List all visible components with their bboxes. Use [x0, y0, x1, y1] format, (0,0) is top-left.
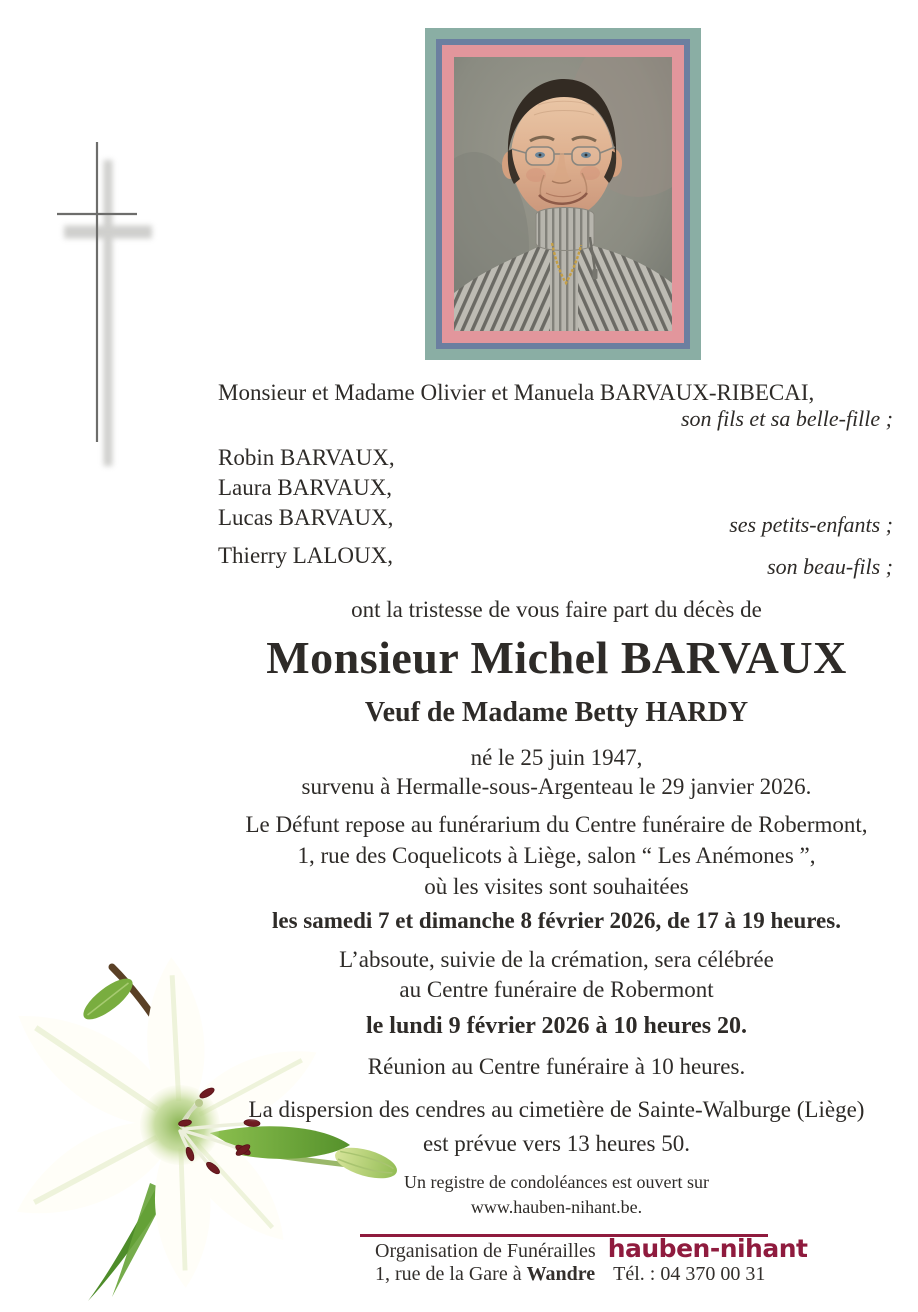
- deceased-name: Monsieur Michel BARVAUX: [266, 632, 847, 683]
- ceremony-date: le lundi 9 février 2026 à 10 heures 20.: [365, 1013, 748, 1039]
- memorial-cross-icon: [40, 128, 160, 473]
- visitation-line-1: Le Défunt repose au funérarium du Centre funéraire de Robermont,: [245, 812, 868, 837]
- announcement-intro: ont la tristesse de vous faire part du décès de: [351, 597, 762, 622]
- ashes-dispersion-line-1: La dispersion des cendres au cimetière de Sainte-Walburge (Liège): [248, 1097, 865, 1122]
- son-in-law-name: Thierry LALOUX,: [218, 543, 394, 568]
- portrait-photo: [454, 57, 672, 331]
- condolences-register-line: Un registre de condoléances est ouvert sur: [404, 1172, 709, 1192]
- death-place-date-line: survenu à Hermalle-sous-Argenteau le 29 janvier 2026.: [301, 774, 812, 799]
- visitation-dates: les samedi 7 et dimanche 8 février 2026, de 17 à 19 heures.: [272, 908, 841, 933]
- funeral-home-logo: hauben-nihant: [607, 1234, 808, 1263]
- grandchild-name-2: Laura BARVAUX,: [218, 475, 393, 500]
- footer-organisation-label: Organisation de Funérailles: [375, 1240, 596, 1262]
- visitation-line-2: 1, rue des Coquelicots à Liège, salon “ Les Anémones ”,: [297, 843, 816, 868]
- grandchild-name-3: Lucas BARVAUX,: [218, 505, 394, 530]
- ceremony-line-1: L’absoute, suivie de la crémation, sera célébrée: [339, 947, 774, 972]
- relation-son-label: son fils et sa belle-fille ;: [680, 406, 893, 431]
- ceremony-meeting: Réunion au Centre funéraire à 10 heures.: [367, 1054, 746, 1079]
- visitation-line-3: où les visites sont souhaitées: [424, 874, 689, 899]
- portrait-photo-frame: [425, 28, 701, 360]
- footer-address-line: [375, 1264, 765, 1285]
- widower-line: Veuf de Madame Betty HARDY: [364, 697, 749, 728]
- footer-address-prefix: 1, rue de la Gare à: [375, 1263, 527, 1285]
- relation-grandchildren-label: ses petits-enfants ;: [729, 512, 893, 537]
- grandchild-name-1: Robin BARVAUX,: [218, 445, 395, 470]
- ashes-dispersion-line-2: est prévue vers 13 heures 50.: [423, 1131, 690, 1156]
- footer-address-city: Wandre: [526, 1263, 596, 1285]
- relation-son-in-law-label: son beau-fils ;: [767, 554, 893, 579]
- footer-organisation-line: [375, 1236, 807, 1262]
- birth-date-line: né le 25 juin 1947,: [470, 745, 643, 770]
- footer-phone: Tél. : 04 370 00 31: [613, 1263, 766, 1285]
- ceremony-line-2: au Centre funéraire de Robermont: [399, 977, 714, 1002]
- family-couple-line: Monsieur et Madame Olivier et Manuela BARVAUX-RIBECAI,: [218, 380, 815, 405]
- condolences-website: www.hauben-nihant.be.: [470, 1197, 643, 1217]
